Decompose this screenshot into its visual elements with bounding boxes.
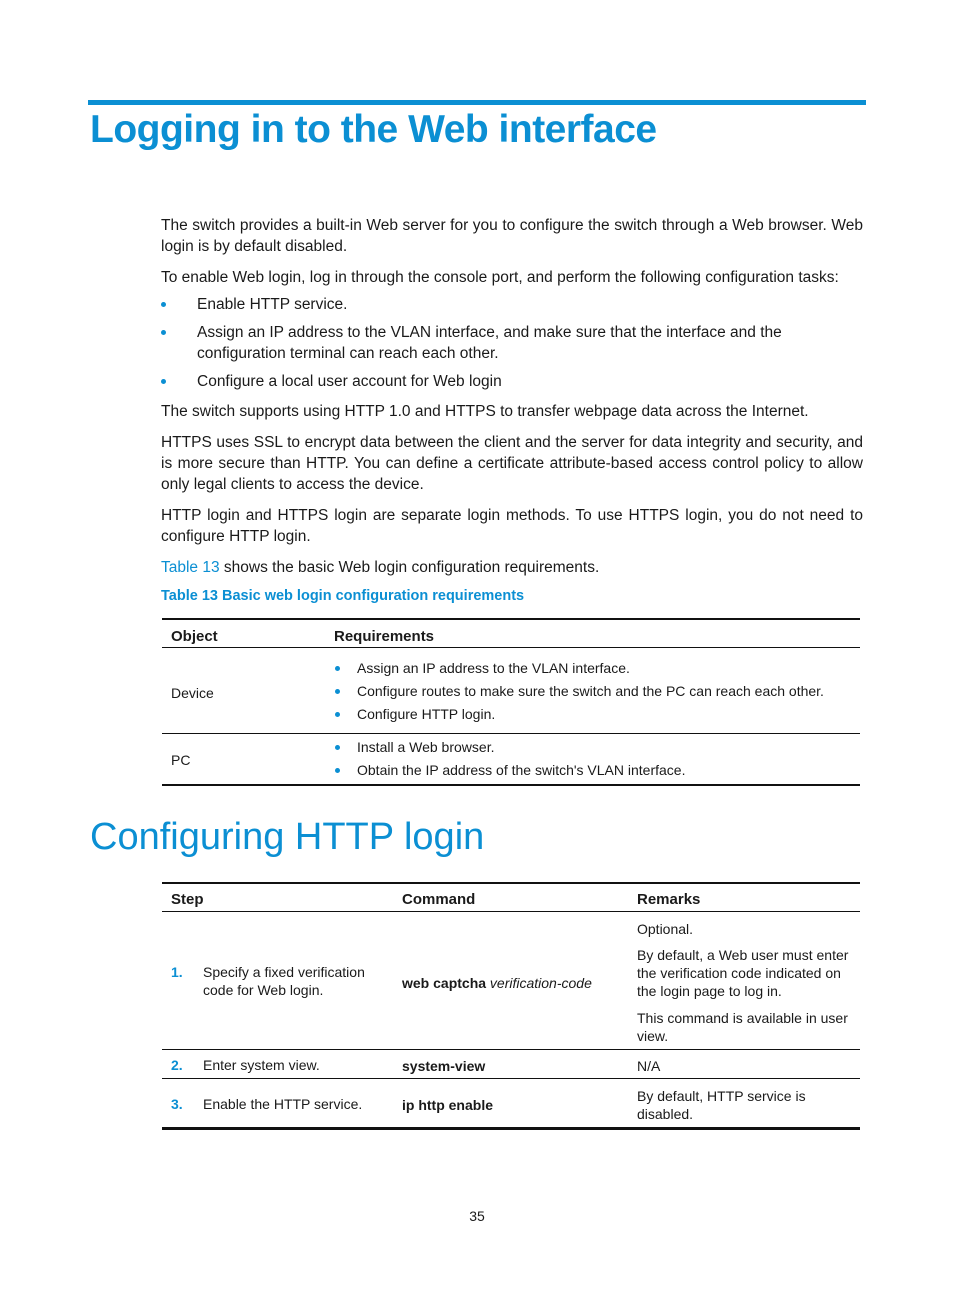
intro-paragraph-2: To enable Web login, log in through the console port, and perform the following configuration tasks: <box>161 269 839 286</box>
requirement-text: Assign an IP address to the VLAN interface. <box>357 660 630 676</box>
intro-paragraph-6-text: shows the basic Web login configuration requirements. <box>219 559 600 576</box>
steps-header-remarks: Remarks <box>637 891 701 908</box>
step-description: Enter system view. <box>203 1057 320 1073</box>
bullet-icon <box>335 666 340 671</box>
steps-table-bottom-rule <box>162 1127 860 1130</box>
command-argument: verification-code <box>489 975 592 991</box>
steps-header-step: Step <box>171 891 204 908</box>
table-13-caption: Table 13 Basic web login configuration requirements <box>161 588 525 604</box>
table-13-object-cell: PC <box>171 752 191 768</box>
section-title: Configuring HTTP login <box>90 816 485 858</box>
requirement-text: Obtain the IP address of the switch's VLAN interface. <box>357 762 686 778</box>
intro-paragraph-3: The switch supports using HTTP 1.0 and HTTPS to transfer webpage data across the Internet. <box>161 403 809 420</box>
table-13-header-requirements: Requirements <box>334 628 435 645</box>
task-text: Assign an IP address to the VLAN interface, and make sure that the interface and the configuration terminal can reach each other. <box>197 324 782 362</box>
bullet-icon <box>161 330 166 335</box>
step-number: 2. <box>171 1057 183 1073</box>
table-13-object-cell: Device <box>171 685 214 701</box>
step-command: system-view <box>402 1058 486 1074</box>
steps-header-command: Command <box>402 891 476 908</box>
table-13-top-rule <box>162 618 860 620</box>
table-13-header-rule <box>162 647 860 648</box>
table-13-bottom-rule <box>162 784 860 786</box>
bullet-icon <box>335 745 340 750</box>
step-number: 3. <box>171 1096 183 1112</box>
bullet-icon <box>335 689 340 694</box>
steps-table-row-rule <box>162 1078 860 1079</box>
page-number: 35 <box>469 1208 485 1224</box>
table-13-row-rule <box>162 733 860 734</box>
command-keyword: web captcha <box>402 975 487 991</box>
task-text: Configure a local user account for Web login <box>197 373 502 390</box>
steps-table-header-rule <box>162 911 860 912</box>
step-description: Enable the HTTP service. <box>203 1096 363 1112</box>
step-remark: Optional. <box>637 921 694 937</box>
bullet-icon <box>161 379 166 384</box>
step-description: Specify a fixed verification code for Web login. <box>203 964 365 998</box>
requirement-text: Configure HTTP login. <box>357 706 496 722</box>
step-remark: By default, a Web user must enter the verification code indicated on the login page to log in. <box>637 947 849 999</box>
intro-paragraph-1: The switch provides a built-in Web server for you to configure the switch through a Web browser. Web login is by default disabled. <box>161 217 863 255</box>
bullet-icon <box>335 712 340 717</box>
step-remark: N/A <box>637 1058 661 1074</box>
chapter-title: Logging in to the Web interface <box>90 108 657 151</box>
steps-table-top-rule <box>162 882 860 884</box>
intro-paragraph-6 <box>161 557 863 578</box>
bullet-icon <box>335 768 340 773</box>
bullet-icon <box>161 302 166 307</box>
requirement-text: Configure routes to make sure the switch and the PC can reach each other. <box>357 683 824 699</box>
table-13-link[interactable]: Table 13 <box>161 559 220 576</box>
task-text: Enable HTTP service. <box>197 296 348 313</box>
step-command <box>402 974 592 992</box>
table-13-header-object: Object <box>171 628 218 645</box>
chapter-top-rule <box>88 100 866 105</box>
steps-table-row-rule <box>162 1049 860 1050</box>
step-number: 1. <box>171 964 183 980</box>
step-remark: By default, HTTP service is disabled. <box>637 1088 806 1122</box>
step-remark: This command is available in user view. <box>637 1010 848 1044</box>
step-command: ip http enable <box>402 1097 493 1113</box>
intro-paragraph-5: HTTP login and HTTPS login are separate login methods. To use HTTPS login, you do not need to configure HTTP login. <box>161 507 863 545</box>
requirement-text: Install a Web browser. <box>357 739 495 755</box>
intro-paragraph-4: HTTPS uses SSL to encrypt data between the client and the server for data integrity and security, and is more secure than HTTP. You can define a certificate attribute-based access control policy to allow only legal clients to access the device. <box>161 434 863 493</box>
